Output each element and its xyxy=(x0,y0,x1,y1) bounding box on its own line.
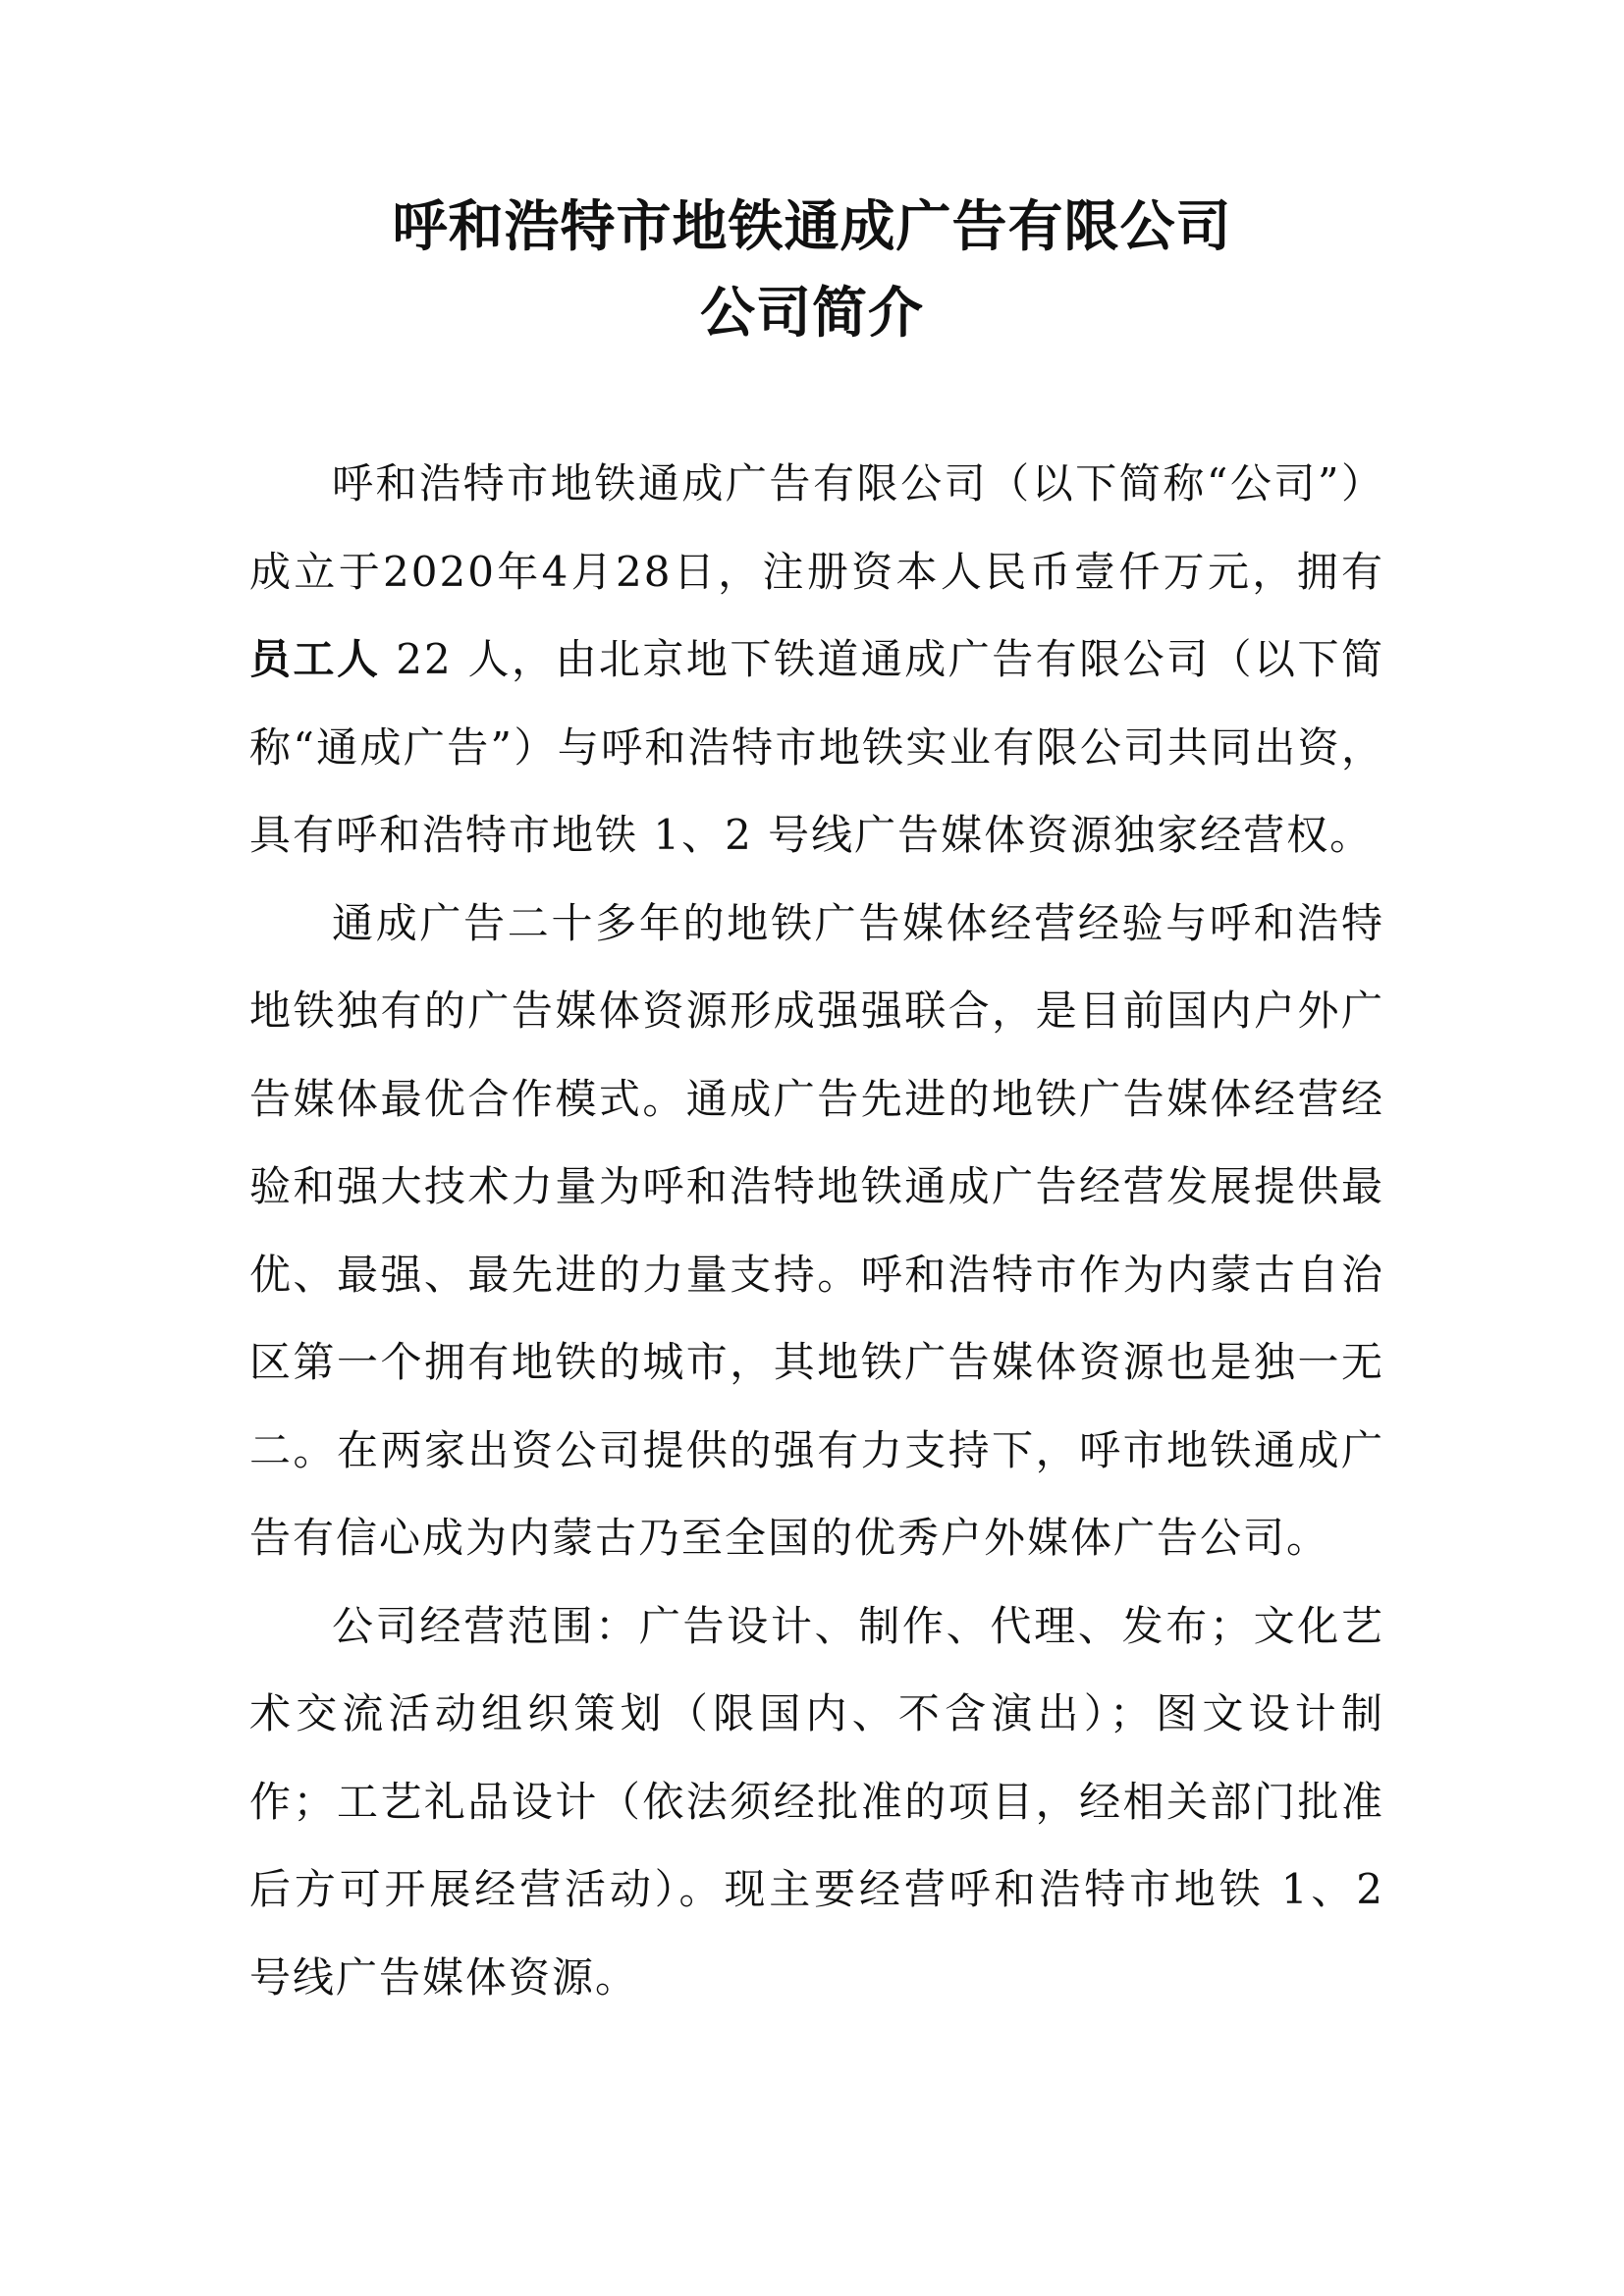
title-subtitle: 公司简介 xyxy=(700,282,924,346)
paragraph-intro-bold: 员工人 xyxy=(249,635,381,683)
title-company-name: 呼和浩特市地铁通成广告有限公司 xyxy=(392,195,1232,259)
paragraph-intro-part2: 22 人，由北京地下铁道通成广告有限公司（以下简称“通成广告”）与呼和浩特市地铁实业有限公司共同出资，具有呼和浩特市地铁 1、2 号线广告媒体资源独家经营权。 xyxy=(249,635,1384,859)
paragraph-intro-part1: 呼和浩特市地铁通成广告有限公司（以下简称“公司”）成立于2020年4月28日，注册资本人民币壹仟万元，拥有 xyxy=(249,459,1384,596)
paragraph-business-scope: 公司经营范围：广告设计、制作、代理、发布；文化艺术交流活动组织策划（限国内、不含演出）；图文设计制作；工艺礼品设计（依法须经批准的项目，经相关部门批准后方可开展经营活动）。现主要经营呼和浩特市地铁 1、2 号线广告媒体资源。 xyxy=(249,1601,1384,2002)
document-body xyxy=(249,440,1384,2021)
paragraph-intro xyxy=(249,440,1384,880)
paragraph-cooperation: 通成广告二十多年的地铁广告媒体经营经验与呼和浩特地铁独有的广告媒体资源形成强强联合，是目前国内户外广告媒体最优合作模式。通成广告先进的地铁广告媒体经营经验和强大技术力量为呼和浩特地铁通成广告经营发展提供最优、最强、最先进的力量支持。呼和浩特市作为内蒙古自治区第一个拥有地铁的城市，其地铁广告媒体资源也是独一无二。在两家出资公司提供的强有力支持下，呼市地铁通成广告有信心成为内蒙古乃至全国的优秀户外媒体广告公司。 xyxy=(249,898,1384,1562)
document-title xyxy=(0,185,1624,357)
